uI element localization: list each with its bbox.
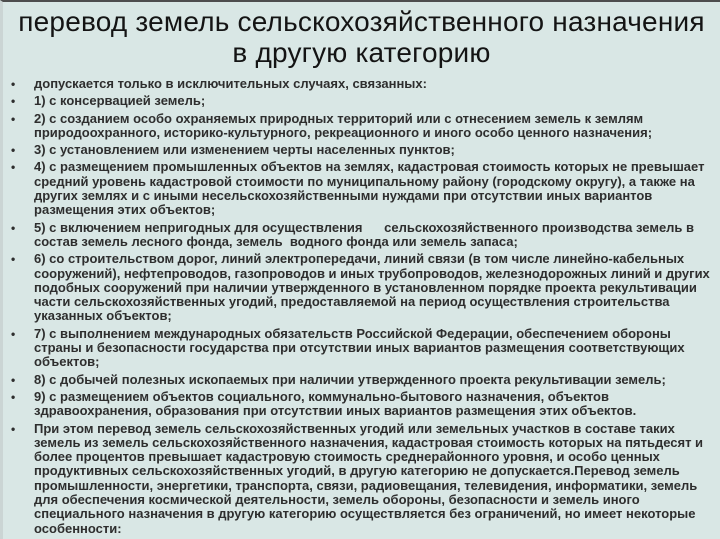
list-item [3,327,714,370]
list-item-text: допускается только в исключительных случаях, связанных: [34,76,427,91]
bullet-icon: • [11,372,16,387]
bullet-icon: • [11,252,16,267]
list-item-text: 5) с включением непригодных для осуществления сельскохозяйственного производства земель в состав земель лесного фонда, земель водного фонда или земель запаса; [34,219,698,249]
bullet-icon: • [11,160,16,175]
bullet-icon: • [11,389,16,404]
list-item [3,373,714,387]
list-item [3,160,714,217]
list-item [3,94,714,108]
list-item-text: 4) с размещением промышленных объектов на землях, кадастровая стоимость которых не превышает средний уровень кадастровой стоимости по муниципальному району (городскому округу), а также на других землях и с иными несельскохозяйственными нуждами при отсутствии иных вариантов размещения этих объектов; [34,159,709,218]
bullet-icon: • [11,326,16,341]
bullet-icon: • [11,94,16,109]
list-item-text: 9) с размещением объектов социального, коммунально-бытового назначения, объектов здравоохранения, образования при отсутствии иных вариантов размещения этих объектов. [34,388,637,419]
bullet-icon: • [11,220,16,235]
list-item-text: 2) с созданием особо охраняемых природных территорий или с отнесением земель к землям природоохранного, историко-культурного, рекреационного и иного особо ценного назначения; [34,110,653,140]
list-item [3,112,714,141]
list-item-text: 7) с выполнением международных обязательств Российской Федерации, обеспечением обороны страны и безопасности государства при отсутствии иных вариантов размещения соответствующих объектов; [34,325,689,370]
list-item-text: При этом перевод земель сельскохозяйственных угодий или земельных участков в составе таких земель из земель сельскохозяйственного назначения, кадастровая стоимость которых на пятьдесят и более процентов превышает кадастровую стоимость среднерайонного уровня, и особо ценных продуктивных сельскохозяйственных угодий, в другую категорию не допускается.Перевод земель промышленности, энергетики, транспорта, связи, радиовещания, телевидения, информатики, земель для обеспечения космической деятельности, земель обороны, безопасности и земель иного специального назначения в другую категорию осуществляется без ограничений, но имеет некоторые особенности: [34,420,707,536]
list-item [3,422,714,536]
list-item-text: 1) с консервацией земель; [34,93,206,109]
bullet-icon: • [11,143,16,158]
bullet-icon: • [11,111,16,126]
list-item-text: 6) со строительством дорог, линий электропередачи, линий связи (в том числе линейно-кабельных сооружений), нефтепроводов, газопроводов и иных трубопроводов, железнодорожных линий и других подобных сооружений при наличии утвержденного в установленном порядке проекта рекультивации части сельскохозяйственных угодий, предоставляемой на период осуществления строительства указанных объектов; [34,251,714,324]
list-item-text: 8) с добычей полезных ископаемых при наличии утвержденного проекта рекультивации земель; [34,371,666,387]
list-item [3,77,714,91]
bullet-icon: • [11,77,16,91]
bullet-icon: • [11,421,16,436]
list-item [3,143,714,157]
list-item-text: 3) с установлением или изменением черты населенных пунктов; [34,142,455,158]
list-item [3,221,714,250]
list-item [3,252,714,323]
bullet-list [3,77,720,536]
list-item [3,390,714,419]
page-title: перевод земель сельскохозяйственного назначения в другую категорию [18,6,705,68]
